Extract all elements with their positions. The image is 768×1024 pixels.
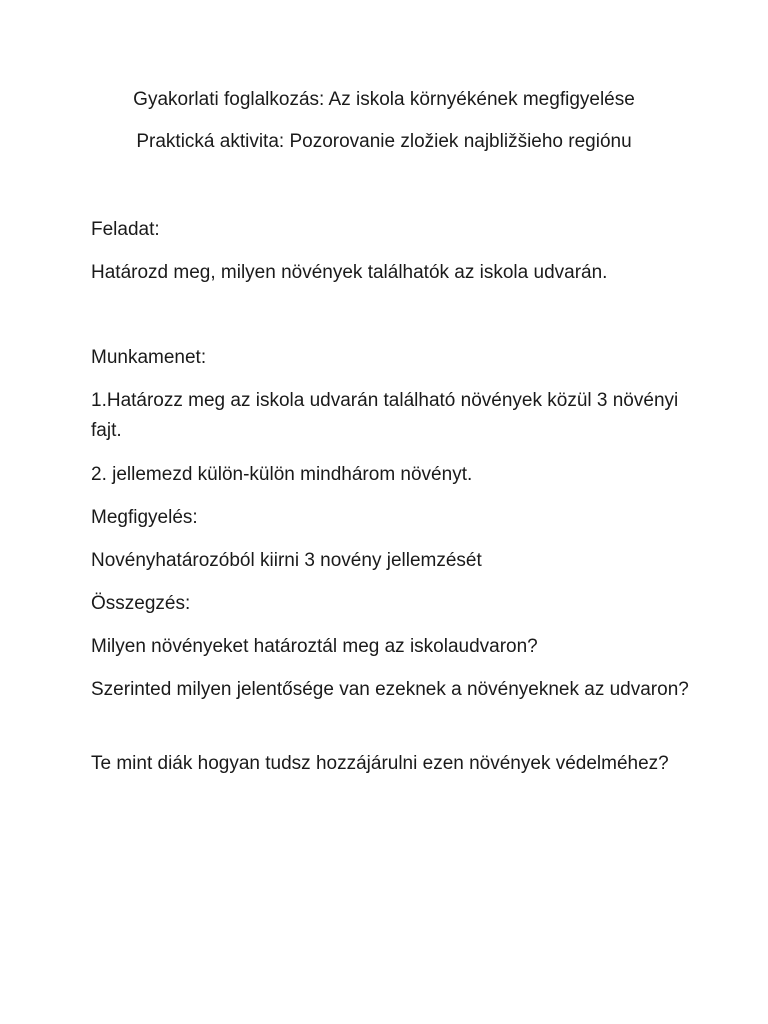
task-label: Feladat: [91,219,160,240]
summary-question-2: Szerinted milyen jelentősége van ezeknek a növényeknek az udvaron? [91,679,689,700]
observation-text: Novényhatározóból kiirni 3 novény jellemzését [91,550,482,571]
title-hungarian: Gyakorlati foglalkozás: Az iskola környékének megfigyelése [133,89,635,110]
task-text: Határozd meg, milyen növények találhatók az iskola udvarán. [91,262,608,283]
procedure-step-2: 2. jellemezd külön-külön mindhárom növényt. [91,464,473,485]
summary-question-3: Te mint diák hogyan tudsz hozzájárulni ezen növények védelméhez? [91,753,669,774]
title-slovak: Praktická aktivita: Pozorovanie zložiek najbližšieho regiónu [136,131,632,152]
summary-label: Összegzés: [91,593,191,614]
procedure-step-1: 1.Határozz meg az iskola udvarán található növények közül 3 növényi fajt. [91,390,679,441]
observation-label: Megfigyelés: [91,507,198,528]
summary-question-1: Milyen növényeket határoztál meg az iskolaudvaron? [91,636,538,657]
procedure-label: Munkamenet: [91,347,207,368]
